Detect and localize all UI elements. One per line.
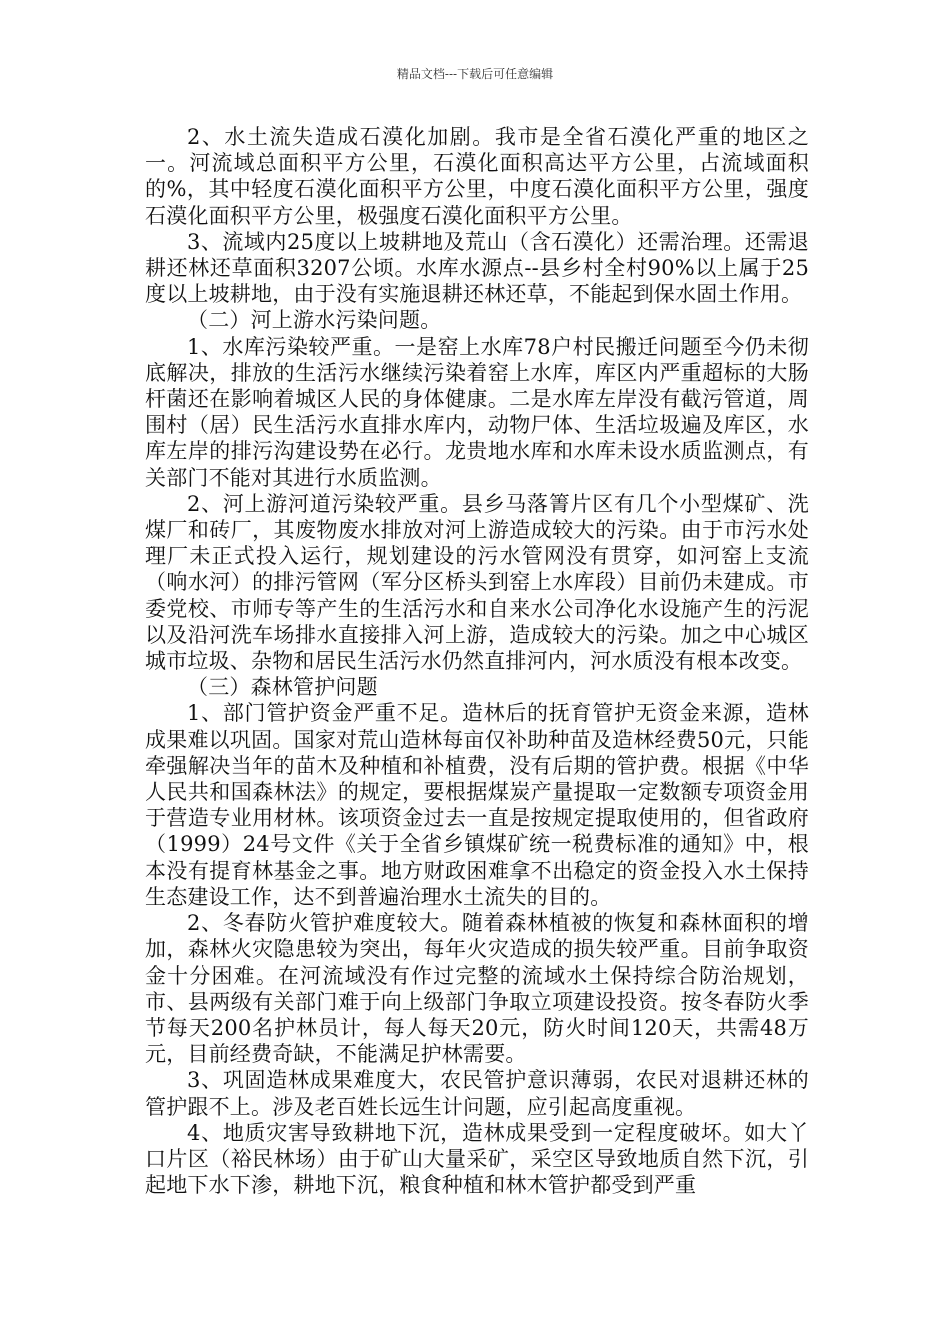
paragraph-geological-disaster: 4、地质灾害导致耕地下沉，造林成果受到一定程度破坏。如大丫口片区（裕民林场）由于矿山大量采矿，采空区导致地质自然下沉，引起地下水下渗，耕地下沉，粮食种植和林木管护都受到严重 [145, 1120, 809, 1198]
paragraph-fire-prevention: 2、冬春防火管护难度较大。随着森林植被的恢复和森林面积的增加，森林火灾隐患较为突出，每年火灾造成的损失较严重。目前争取资金十分困难。在河流域没有作过完整的流域水土保持综合防治规划，市、县两级有关部门难于向上级部门争取立项建设投资。按冬春防火季节每天200名护林员计，每人每天20元，防火时间120天，共需48万元，目前经费奇缺，不能满足护林需要。 [145, 911, 809, 1067]
paragraph-consolidating-results: 3、巩固造林成果难度大，农民管护意识薄弱，农民对退耕还林的管护跟不上。涉及老百姓长远生计问题，应引起高度重视。 [145, 1068, 809, 1119]
section-heading-forest-management: （三）森林管护问题 [187, 675, 378, 700]
section-heading-water-pollution: （二）河上游水污染问题。 [187, 308, 442, 333]
paragraph-upstream-river-pollution: 2、河上游河道污染较严重。县乡马落箐片区有几个小型煤矿、洗煤厂和砖厂，其废物废水排放对河上游造成较大的污染。由于市污水处理厂未正式投入运行，规划建设的污水管网没有贯穿，如河窑上支流（响水河）的排污管网（军分区桥头到窑上水库段）目前仍未建成。市委党校、市师专等产生的生活污水和自来水公司净化水设施产生的污泥以及沿河洗车场排水直接排入河上游，造成较大的污染。加之中心城区城市垃圾、杂物和居民生活污水仍然直排河内，河水质没有根本改变。 [145, 491, 809, 674]
paragraph-slope-farmland-treatment: 3、流域内25度以上坡耕地及荒山（含石漠化）还需治理。还需退耕还林还草面积3207公顷。水库水源点--县乡村全村90%以上属于25度以上坡耕地，由于没有实施退耕还林还草，不能起到保水固土作用。 [145, 229, 809, 307]
paragraph-soil-erosion-rocky-desertification: 2、水土流失造成石漠化加剧。我市是全省石漠化严重的地区之一。河流域总面积平方公里，石漠化面积高达平方公里，占流域面积的%，其中轻度石漠化面积平方公里，中度石漠化面积平方公里，强度石漠化面积平方公里，极强度石漠化面积平方公里。 [145, 125, 809, 228]
paragraph-management-funding: 1、部门管护资金严重不足。造林后的抚育管护无资金来源，造林成果难以巩固。国家对荒山造林每亩仅补助种苗及造林经费50元，只能牵强解决当年的苗木及种植和补植费，没有后期的管护费。根据《中华人民共和国森林法》的规定，要根据煤炭产量提取一定数额专项资金用于营造专业用材林。该项资金过去一直是按规定提取使用的，但省政府（1999）24号文件《关于全省乡镇煤矿统一税费标准的通知》中，根本没有提育林基金之事。地方财政困难拿不出稳定的资金投入水土保持生态建设工作，达不到普遍治理水土流失的目的。 [145, 701, 809, 909]
paragraph-reservoir-pollution: 1、水库污染较严重。一是窑上水库78户村民搬迁问题至今仍未彻底解决，排放的生活污水继续污染着窑上水库，库区内严重超标的大肠杆菌还在影响着城区人民的身体健康。二是水库左岸没有截污管道，周围村（居）民生活污水直排水库内，动物尸体、生活垃圾遍及库区，水库左岸的排污沟建设势在必行。龙贵地水库和水库未设水质监测点，有关部门不能对其进行水质监测。 [145, 334, 809, 490]
document-body [145, 124, 809, 1198]
page-header: 精品文档---下载后可任意编辑 [396, 67, 554, 81]
